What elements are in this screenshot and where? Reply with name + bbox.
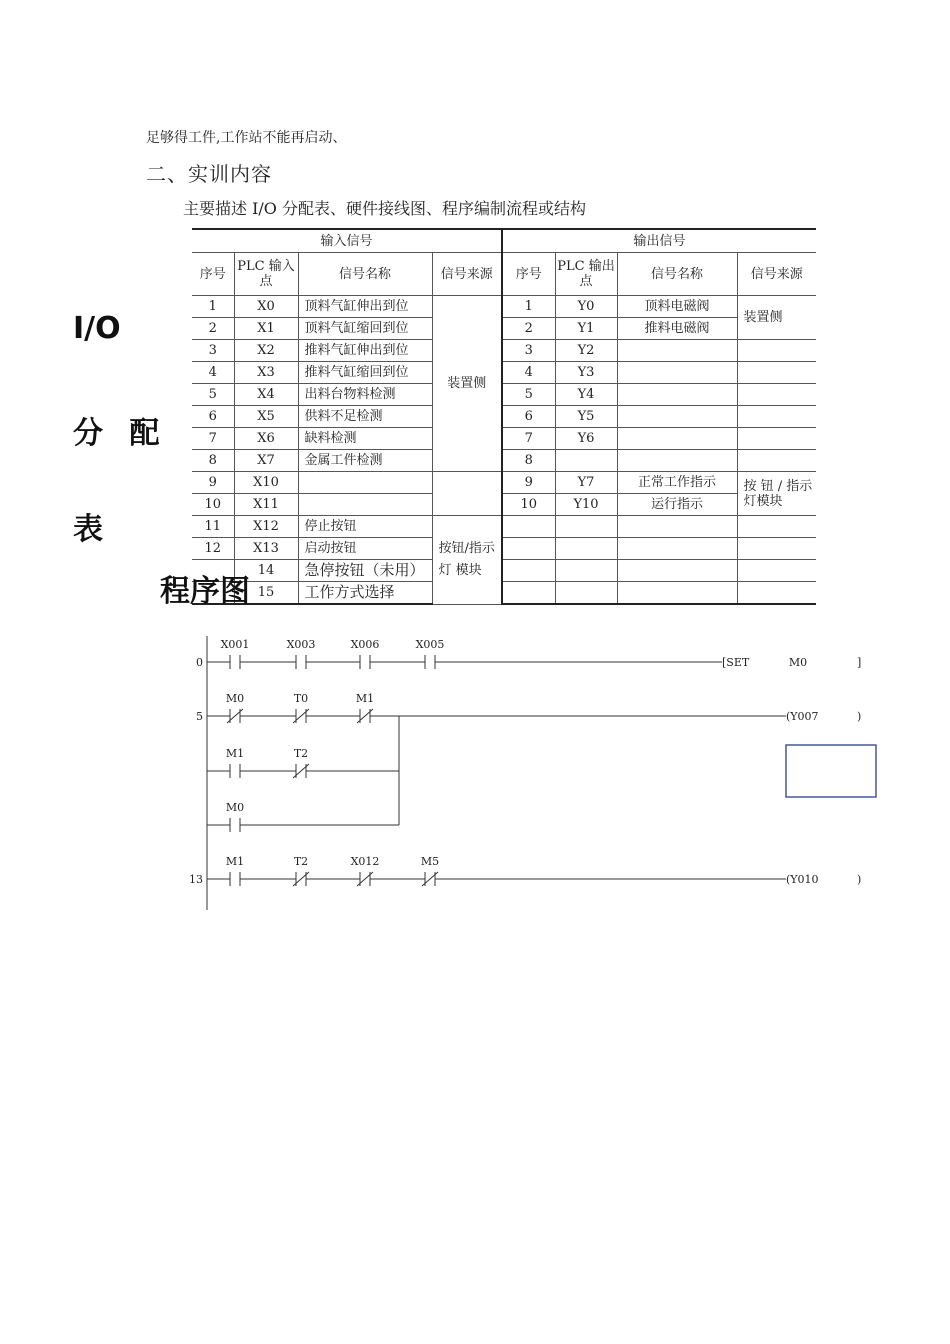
input-signal-header: 输入信号 [192, 229, 502, 253]
input-point: 15 [234, 582, 298, 605]
output-point: Y0 [555, 296, 617, 318]
no-contact [230, 818, 240, 832]
input-point: X13 [234, 538, 298, 560]
input-point: X12 [234, 516, 298, 538]
input-point: X7 [234, 450, 298, 472]
output-name: 顶料电磁阀 [617, 296, 737, 318]
col-name-in: 信号名称 [298, 253, 432, 296]
input-point: X6 [234, 428, 298, 450]
input-name: 出料台物料检测 [298, 384, 432, 406]
intro-line: 足够得工件,工作站不能再启动、 [146, 130, 347, 146]
col-plc-output: PLC 输出点 [555, 253, 617, 296]
step-label: 13 [189, 873, 203, 886]
output-seq: 5 [502, 384, 555, 406]
input-seq: 12 [192, 538, 234, 560]
output-point: Y4 [555, 384, 617, 406]
output-seq: 9 [502, 472, 555, 494]
input-name: 推料气缸缩回到位 [298, 362, 432, 384]
col-source-in: 信号来源 [432, 253, 502, 296]
input-seq: 2 [192, 318, 234, 340]
coil-close: ) [857, 710, 862, 723]
output-seq: 7 [502, 428, 555, 450]
input-seq: 10 [192, 494, 234, 516]
output-coil: (Y010 [786, 873, 819, 886]
input-name: 金属工件检测 [298, 450, 432, 472]
output-point: Y3 [555, 362, 617, 384]
no-contact [230, 872, 240, 886]
input-seq: 1 [192, 296, 234, 318]
coil-close: ) [857, 873, 862, 886]
output-point: Y6 [555, 428, 617, 450]
output-name: 正常工作指示 [617, 472, 737, 494]
contact-label: X006 [350, 638, 380, 651]
col-name-out: 信号名称 [617, 253, 737, 296]
no-contact [425, 655, 435, 669]
selection-box [786, 745, 876, 797]
contact-label: M0 [225, 801, 245, 814]
output-seq: 8 [502, 450, 555, 472]
contact-label: X005 [415, 638, 445, 651]
contact-label: M5 [420, 855, 440, 868]
contact-label: M0 [225, 692, 245, 705]
output-source-device: 装置侧 [737, 296, 816, 340]
col-source-out: 信号来源 [737, 253, 816, 296]
input-seq: 9 [192, 472, 234, 494]
output-point: Y2 [555, 340, 617, 362]
input-name: 急停按钮（未用） [298, 560, 432, 582]
step-label: 0 [196, 656, 203, 669]
contact-label: T0 [293, 692, 309, 705]
side-label-fenpei: 分 配 [73, 416, 168, 451]
contact-label: X012 [350, 855, 380, 868]
set-operand: M0 [788, 656, 808, 669]
contact-label: M1 [355, 692, 375, 705]
no-contact [360, 655, 370, 669]
input-name: 顶料气缸伸出到位 [298, 296, 432, 318]
side-label-io: I/O [73, 311, 121, 346]
input-point: X5 [234, 406, 298, 428]
input-name: 推料气缸伸出到位 [298, 340, 432, 362]
output-point: Y10 [555, 494, 617, 516]
col-plc-input: PLC 输入点 [234, 253, 298, 296]
input-point: X1 [234, 318, 298, 340]
contact-label: M1 [225, 855, 245, 868]
output-name: 推料电磁阀 [617, 318, 737, 340]
input-source-device: 装置侧 [432, 296, 502, 472]
program-diagram-title: 程序图 [160, 574, 250, 609]
bracket-close: ] [857, 656, 862, 669]
output-source-button: 按 钮 / 指示灯模块 [737, 472, 816, 516]
set-instruction: [SET [722, 656, 750, 669]
output-point: Y1 [555, 318, 617, 340]
section-heading: 二、实训内容 [146, 162, 272, 186]
input-point: X3 [234, 362, 298, 384]
output-coil: (Y007 [786, 710, 819, 723]
input-seq: 6 [192, 406, 234, 428]
output-seq: 10 [502, 494, 555, 516]
output-point: Y7 [555, 472, 617, 494]
input-seq: 7 [192, 428, 234, 450]
col-seq-in: 序号 [192, 253, 234, 296]
input-point: 14 [234, 560, 298, 582]
output-seq: 1 [502, 296, 555, 318]
input-name: 缺料检测 [298, 428, 432, 450]
input-point: X0 [234, 296, 298, 318]
input-name: 启动按钮 [298, 538, 432, 560]
input-name: 停止按钮 [298, 516, 432, 538]
input-seq: 11 [192, 516, 234, 538]
section-description: 主要描述 I/O 分配表、硬件接线图、程序编制流程或结构 [183, 199, 587, 218]
output-seq: 3 [502, 340, 555, 362]
output-seq: 4 [502, 362, 555, 384]
side-label-biao: 表 [73, 512, 103, 547]
input-point: X2 [234, 340, 298, 362]
output-name: 运行指示 [617, 494, 737, 516]
contact-label: X003 [286, 638, 316, 651]
input-name: 顶料气缸缩回到位 [298, 318, 432, 340]
contact-label: M1 [225, 747, 245, 760]
input-name: 工作方式选择 [298, 582, 432, 605]
input-point: X4 [234, 384, 298, 406]
no-contact [230, 764, 240, 778]
col-seq-out: 序号 [502, 253, 555, 296]
contact-label: T2 [293, 855, 309, 868]
input-source-button: 按钮/指示 灯 模块 [432, 516, 502, 605]
no-contact [230, 655, 240, 669]
input-seq: 5 [192, 384, 234, 406]
input-point: X10 [234, 472, 298, 494]
input-seq: 3 [192, 340, 234, 362]
output-seq: 2 [502, 318, 555, 340]
no-contact [296, 655, 306, 669]
step-label: 5 [196, 710, 203, 723]
input-name: 供料不足检测 [298, 406, 432, 428]
output-point: Y5 [555, 406, 617, 428]
output-seq: 6 [502, 406, 555, 428]
input-seq: 4 [192, 362, 234, 384]
input-seq: 8 [192, 450, 234, 472]
output-signal-header: 输出信号 [502, 229, 816, 253]
contact-label: X001 [220, 638, 250, 651]
contact-label: T2 [293, 747, 309, 760]
input-point: X11 [234, 494, 298, 516]
